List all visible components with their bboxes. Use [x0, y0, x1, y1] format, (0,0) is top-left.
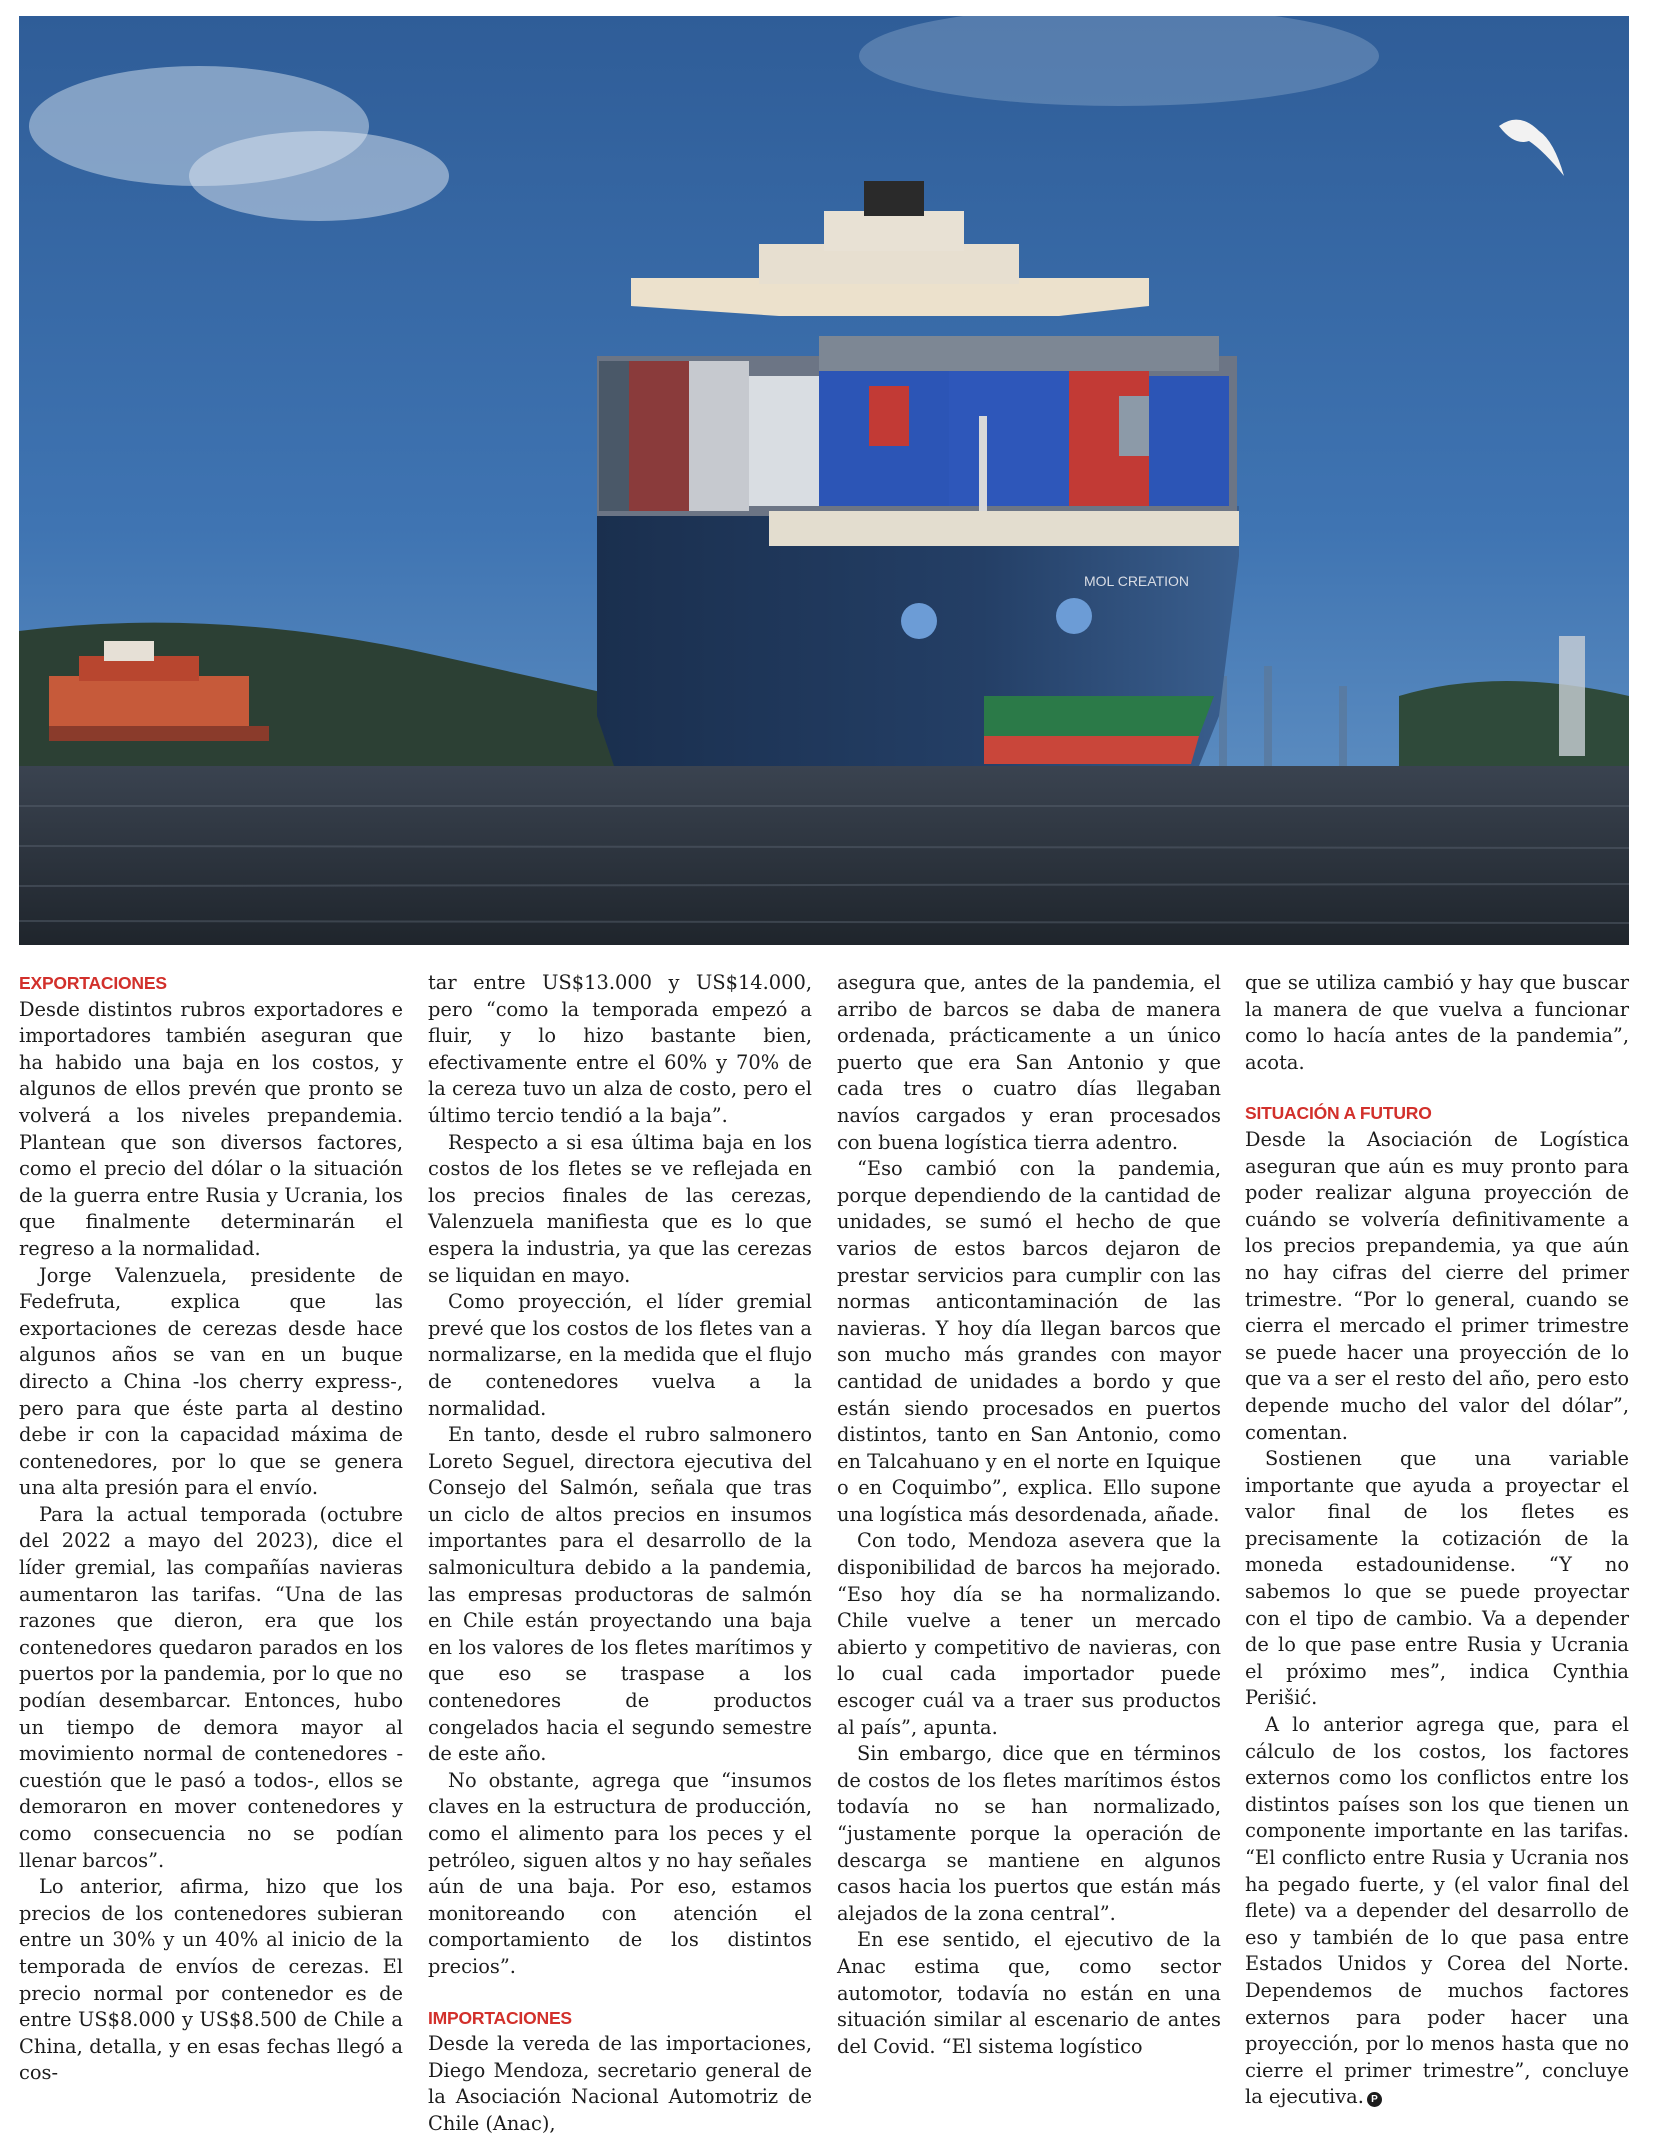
end-of-article-icon: P	[1367, 2092, 1382, 2107]
paragraph-text: “Eso cambió con la pandemia, porque dependiendo de la cantidad de unidades, se sumó el hecho de que varios de estos barcos dejaron de prestar servicios para cumplir con las normas anticontaminación de las navieras. Y hoy día llegan barcos que son mucho más grandes con mayor cantidad de unidades a bordo y que están siendo procesados en puertos distintos, tanto en San Antonio, como en Talcahuano y en el norte en Iquique o en Coquimbo”, explica. Ello supone una logística más desordenada, añade.	[837, 1157, 1221, 1526]
article-paragraph	[1245, 970, 1629, 1076]
article-paragraph	[1245, 1712, 1629, 2111]
article-paragraph	[428, 1422, 812, 1768]
section-heading: IMPORTACIONES	[428, 2007, 572, 2028]
paragraph-text: Lo anterior, afirma, hizo que los precios de los contenedores subieran entre un 30% y un 40% al inicio de la temporada de envíos de cerezas. El precio normal por contenedor es de entre US$8.000 y US$8.500 de Chile a China, detalla, y en esas fechas llegó a cos-	[19, 1875, 403, 2085]
article-paragraph	[837, 970, 1221, 1156]
paragraph-text: Desde la vereda de las importaciones, Diego Mendoza, secretario general de la Asociación Nacional Automotriz de Chile (Anac),	[428, 2032, 812, 2135]
paragraph-text: No obstante, agrega que “insumos claves en la estructura de producción, como el alimento para los peces y el petróleo, siguen altos y no hay señales aún de una baja. Por eso, estamos monitoreando con atención el comportamiento de los distintos precios”.	[428, 1768, 812, 1978]
paragraph-text: tar entre US$13.000 y US$14.000, pero “como la temporada empezó a fluir, y lo hizo bastante bien, efectivamente entre el 60% y 70% de la cereza tuvo un alza de costo, pero el último tercio tendió a la baja”.	[428, 971, 812, 1127]
article-column-1	[19, 970, 403, 2087]
article-paragraph	[837, 1528, 1221, 1741]
article-paragraph	[428, 970, 812, 1130]
paragraph-text: Jorge Valenzuela, presidente de Fedefruta, explica que las exportaciones de cerezas desde hace algunos años se van en un buque directo a China -los cherry express-, pero para que éste parta al destino debe ir con la capacidad máxima de contenedores, por lo que se genera una alta presión para el envío.	[19, 1263, 403, 1500]
article-paragraph	[837, 1927, 1221, 2060]
article-column-2	[428, 970, 812, 2138]
article-body	[19, 970, 1629, 2135]
paragraph-text: Para la actual temporada (octubre del 2022 a mayo del 2023), dice el líder gremial, las compañías navieras aumentaron las tarifas. “Una de las razones que dieron, era que los contenedores quedaron parados en los puertos por la pandemia, por lo que no podían desembarcar. Entonces, hubo un tiempo de demora mayor al movimiento normal de contenedores -cuestión que le pasó a todos-, ellos se demoraron en mover contenedores y como consecuencia no se podían llenar barcos”.	[19, 1502, 403, 1872]
article-paragraph	[428, 1130, 812, 1290]
article-paragraph	[19, 1502, 403, 1874]
paragraph-text: Desde distintos rubros exportadores e importadores también aseguran que ha habido una baja en los costos, y algunos de ellos prevén que pronto se volverá a los niveles prepandemia. Plantean que son diversos factores, como el precio del dólar o la situación de la guerra entre Rusia y Ucrania, los que finalmente determinarán el regreso a la normalidad.	[19, 997, 403, 1260]
article-paragraph	[837, 1741, 1221, 1927]
paragraph-text: En ese sentido, el ejecutivo de la Anac estima que, como sector automotor, todavía no están en una situación similar al escenario de antes del Covid. “El sistema logístico	[837, 1928, 1221, 2058]
section-heading: EXPORTACIONES	[19, 973, 167, 993]
article-column-3	[837, 970, 1221, 2060]
paragraph-text: En tanto, desde el rubro salmonero Loreto Seguel, directora ejecutiva del Consejo del Salmón, señala que tras un ciclo de altos precios en insumos importantes para el desarrollo de la salmonicultura debido a la pandemia, las empresas productoras de salmón en Chile están proyectando una baja en los valores de los fletes marítimos y que eso se traspase a los contenedores de productos congelados hacia el segundo semestre de este año.	[428, 1423, 812, 1766]
article-paragraph	[19, 1263, 403, 1502]
paragraph-text: Sin embargo, dice que en términos de costos de los fletes marítimos éstos todavía no se han normalizado, “justamente porque la operación de descarga se mantiene en algunos casos hacia los puertos que están más alejados de la zona central”.	[837, 1742, 1221, 1925]
article-paragraph	[428, 1768, 812, 1981]
paragraph-text: Respecto a si esa última baja en los costos de los fletes se ve reflejada en los precios finales de las cerezas, Valenzuela manifiesta que es lo que espera la industria, ya que las cerezas se liquidan en mayo.	[428, 1130, 812, 1287]
section-heading: SITUACIÓN A FUTURO	[1245, 1103, 1432, 1124]
article-paragraph	[19, 997, 403, 1263]
paragraph-text: Con todo, Mendoza asevera que la disponibilidad de barcos ha mejorado. “Eso hoy día se ha normalizando. Chile vuelve a tener un mercado abierto y competitivo de navieras, con lo cual cada importador puede escoger cuál va a traer sus productos al país”, apunta.	[837, 1529, 1221, 1739]
ship-name-text: MOL CREATION	[1084, 573, 1190, 589]
paragraph-text: asegura que, antes de la pandemia, el arribo de barcos se daba de manera ordenada, prácticamente a un único puerto que era San Antonio y que cada tres o cuatro días llegaban navíos cargados y eran procesados con buena logística tierra adentro.	[837, 971, 1221, 1154]
paragraph-text: Sostienen que una variable importante que ayuda a proyectar el valor final de los fletes es precisamente la cotización de la moneda estadounidense. “Y no sabemos lo que se puede proyectar con el tipo de cambio. Va a depender de lo que pase entre Rusia y Ucrania el próximo mes”, indica Cynthia Perišić.	[1245, 1447, 1629, 1710]
paragraph-text: A lo anterior agrega que, para el cálculo de los costos, los factores externos como los conflictos entre los distintos países son los que tienen un componente importante en las tarifas. “El conflicto entre Rusia y Ucrania nos ha pegado fuerte, y (el valor final del flete) va a depender del desarrollo de eso y también de lo que pasa entre Estados Unidos y Corea del Norte. Dependemos de muchos factores externos para poder hacer una proyección, por lo menos hasta que no cierre el primer trimestre”, concluye la ejecutiva.	[1245, 1713, 1629, 2109]
article-paragraph	[19, 1874, 403, 2087]
article-paragraph	[1245, 1446, 1629, 1712]
paragraph-text: Desde la Asociación de Logística aseguran que aún es muy pronto para poder realizar alguna proyección de cuándo se volvería definitivamente a los precios prepandemia, ya que aún no hay cifras del cierre del primer trimestre. “Por lo general, cuando se cierra el mercado el primer trimestre se puede hacer una proyección de lo que va a ser el resto del año, pero esto depende mucho del valor del dólar”, comentan.	[1245, 1127, 1629, 1444]
ship-illustration	[19, 16, 1629, 945]
paragraph-text: Como proyección, el líder gremial prevé que los costos de los fletes van a normalizarse, en la medida que el flujo de contenedores vuelva a la normalidad.	[428, 1290, 812, 1420]
cargo-ship-photo	[19, 16, 1629, 945]
article-paragraph	[837, 1156, 1221, 1528]
article-paragraph	[428, 2031, 812, 2137]
article-paragraph	[1245, 1127, 1629, 1446]
paragraph-text: que se utiliza cambió y hay que buscar la manera de que vuelva a funcionar como lo hacía antes de la pandemia”, acota.	[1245, 971, 1629, 1074]
article-paragraph	[428, 1289, 812, 1422]
